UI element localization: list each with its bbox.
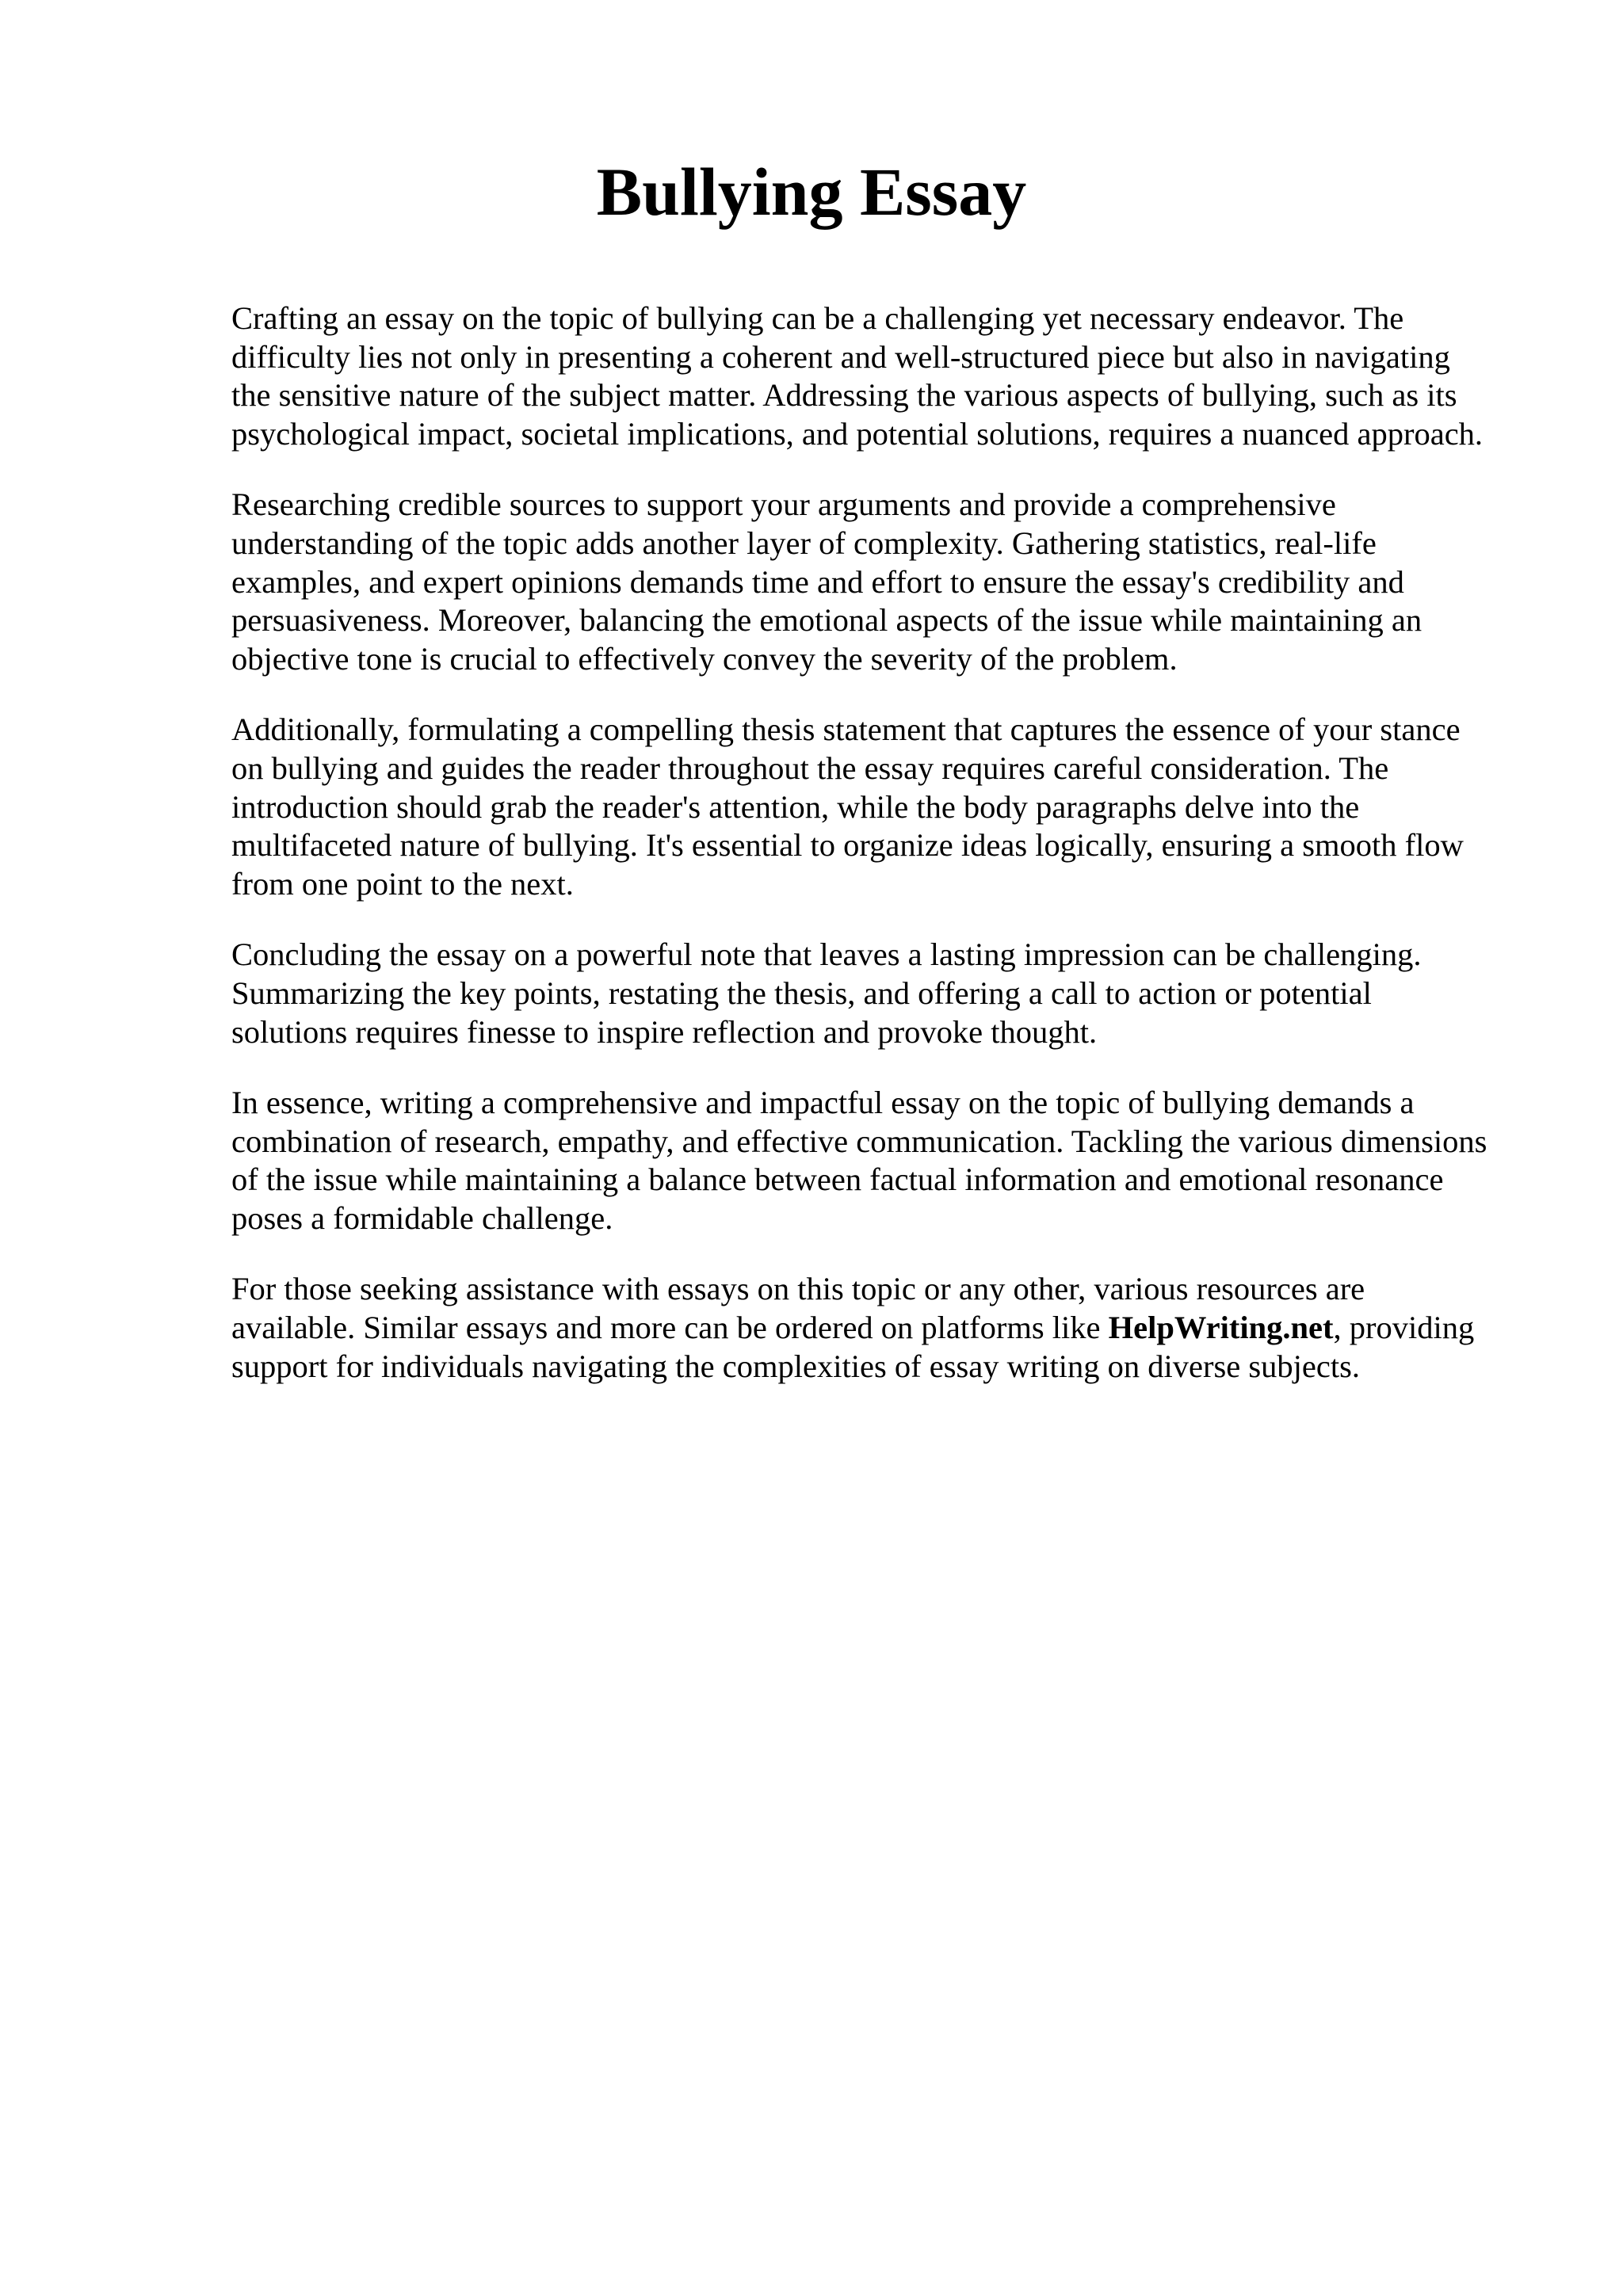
text-line: examples, and expert opinions demands time and effort to ensure the essay's credibility and bbox=[231, 563, 1404, 600]
text-line: of the issue while maintaining a balance between factual information and emotional resonance bbox=[231, 1161, 1444, 1198]
text-line: combination of research, empathy, and effective communication. Tackling the various dimensions bbox=[231, 1123, 1487, 1159]
text-line: Summarizing the key points, restating the thesis, and offering a call to action or potential bbox=[231, 974, 1372, 1011]
text-line: the sensitive nature of the subject matter. Addressing the various aspects of bullying, such as its bbox=[231, 377, 1457, 414]
paragraph-6 bbox=[231, 1270, 1547, 1386]
text-line: multifaceted nature of bullying. It's essential to organize ideas logically, ensuring a smooth flow bbox=[231, 827, 1464, 864]
text-line: solutions requires finesse to inspire reflection and provoke thought. bbox=[231, 1013, 1098, 1050]
text-line: objective tone is crucial to effectively convey the severity of the problem. bbox=[231, 640, 1178, 677]
paragraph-2 bbox=[231, 486, 1547, 678]
page-title: Bullying Essay bbox=[596, 154, 1027, 230]
text-segment: , providing bbox=[1333, 1310, 1475, 1346]
paragraph-3 bbox=[231, 711, 1547, 903]
essay-body bbox=[231, 299, 1547, 1418]
paragraph-1 bbox=[231, 299, 1547, 453]
text-line: on bullying and guides the reader throughout the essay requires careful consideration. The bbox=[231, 749, 1389, 786]
text-line: difficulty lies not only in presenting a coherent and well-structured piece but also in navigating bbox=[231, 338, 1450, 375]
text-line: persuasiveness. Moreover, balancing the emotional aspects of the issue while maintaining an bbox=[231, 602, 1423, 639]
text-line: introduction should grab the reader's attention, while the body paragraphs delve into the bbox=[231, 788, 1360, 825]
helpwriting-link[interactable]: HelpWriting.net bbox=[1108, 1310, 1334, 1346]
text-line: Concluding the essay on a powerful note that leaves a lasting impression can be challenging. bbox=[231, 936, 1422, 973]
text-line: Researching credible sources to support your arguments and provide a comprehensive bbox=[231, 486, 1336, 523]
paragraph-5 bbox=[231, 1084, 1547, 1238]
text-segment: available. Similar essays and more can be ordered on platforms like bbox=[231, 1310, 1109, 1346]
text-line: For those seeking assistance with essays on this topic or any other, various resources are bbox=[231, 1271, 1365, 1307]
text-line: from one point to the next. bbox=[231, 865, 574, 902]
text-line: psychological impact, societal implications, and potential solutions, requires a nuanced approach. bbox=[231, 415, 1484, 452]
text-line bbox=[231, 1309, 1547, 1348]
text-line: poses a formidable challenge. bbox=[231, 1199, 613, 1236]
text-line: support for individuals navigating the complexities of essay writing on diverse subjects. bbox=[231, 1348, 1360, 1384]
text-line: understanding of the topic adds another layer of complexity. Gathering statistics, real-life bbox=[231, 524, 1377, 561]
text-line: In essence, writing a comprehensive and impactful essay on the topic of bullying demands a bbox=[231, 1085, 1415, 1121]
text-line: Additionally, formulating a compelling thesis statement that captures the essence of your stance bbox=[231, 711, 1461, 748]
text-line: Crafting an essay on the topic of bullying can be a challenging yet necessary endeavor. The bbox=[231, 300, 1404, 336]
paragraph-4 bbox=[231, 936, 1547, 1051]
